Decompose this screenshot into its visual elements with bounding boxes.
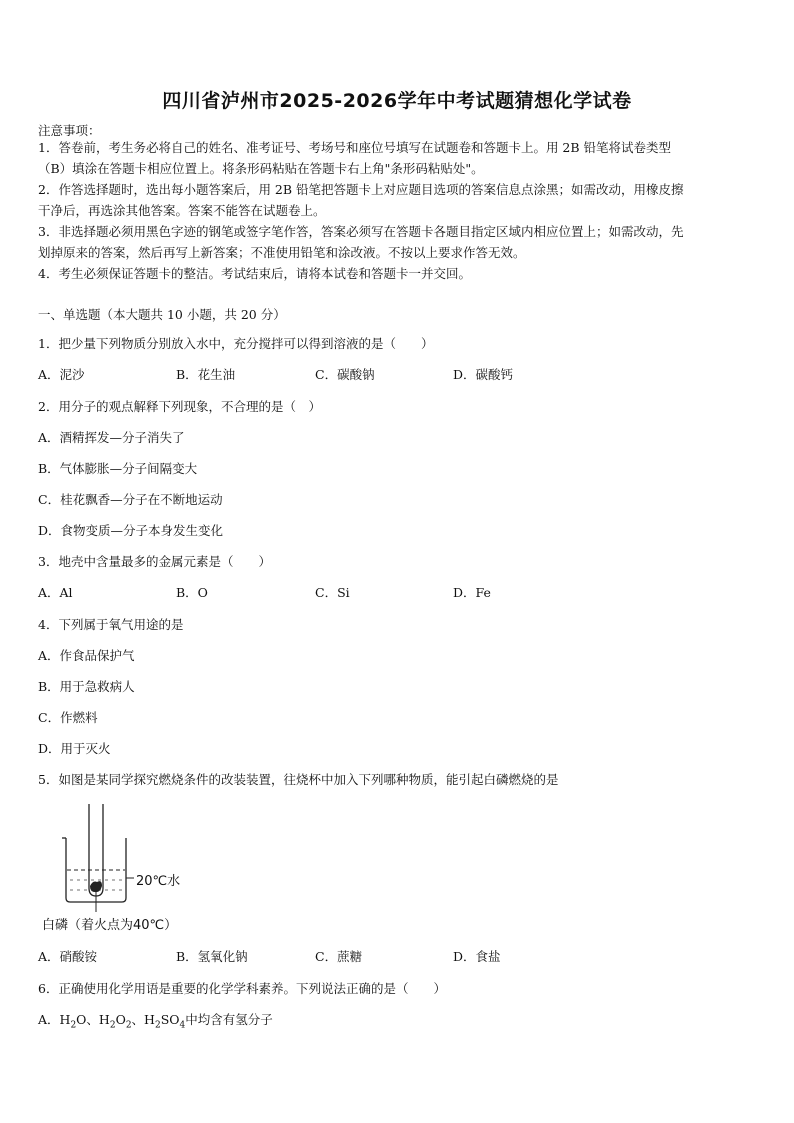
formula-text: O、H bbox=[76, 1012, 110, 1027]
notice-heading: 注意事项： bbox=[38, 123, 101, 138]
question-5-option-b: B．氢氧化钠 bbox=[176, 949, 248, 964]
question-6-option-a bbox=[38, 1010, 273, 1031]
question-5-stem: 5．如图是某同学探究燃烧条件的改装装置，往烧杯中加入下列哪种物质，能引起白磷燃烧的是 bbox=[38, 772, 559, 787]
formula-text: A．H bbox=[38, 1012, 71, 1027]
notice-line: 1．答卷前，考生务必将自己的姓名、准考证号、考场号和座位号填写在试题卷和答题卡上。用 2B 铅笔将试卷类型 bbox=[38, 140, 672, 155]
beaker-figure bbox=[40, 800, 200, 932]
notice-line: 4．考生必须保证答题卡的整洁。考试结束后，请将本试卷和答题卡一并交回。 bbox=[38, 266, 471, 281]
notice-line: 干净后，再选涂其他答案。答案不能答在试题卷上。 bbox=[38, 203, 326, 218]
question-2-option-a: A．酒精挥发—分子消失了 bbox=[38, 430, 185, 445]
white-phosphorus bbox=[90, 881, 102, 892]
question-4-stem: 4．下列属于氧气用途的是 bbox=[38, 617, 184, 632]
question-3-option-d: D．Fe bbox=[453, 585, 491, 600]
question-4-option-d: D．用于灭火 bbox=[38, 741, 111, 756]
question-4-option-b: B．用于急救病人 bbox=[38, 679, 135, 694]
formula-text: 中均含有氢分子 bbox=[185, 1012, 273, 1027]
question-3-option-a: A．Al bbox=[38, 585, 73, 600]
question-4-option-c: C．作燃料 bbox=[38, 710, 98, 725]
question-3-option-b: B．O bbox=[176, 585, 208, 600]
subscript: 2 bbox=[70, 1020, 77, 1031]
question-1-stem: 1．把少量下列物质分别放入水中，充分搅拌可以得到溶液的是（ ） bbox=[38, 336, 434, 351]
notice-line: 2．作答选择题时，选出每小题答案后，用 2B 铅笔把答题卡上对应题目选项的答案信息点涂黑；如需改动，用橡皮擦 bbox=[38, 182, 684, 197]
question-1-option-b: B．花生油 bbox=[176, 367, 236, 382]
question-2-stem: 2．用分子的观点解释下列现象，不合理的是（ ） bbox=[38, 399, 321, 414]
question-3-option-c: C．Si bbox=[315, 585, 350, 600]
section-heading: 一、单选题（本大题共 10 小题，共 20 分） bbox=[38, 307, 286, 322]
water-label: 20℃水 bbox=[136, 874, 181, 889]
formula-text: 、H bbox=[131, 1012, 155, 1027]
question-2-option-d: D．食物变质—分子本身发生变化 bbox=[38, 523, 224, 538]
question-2-option-b: B．气体膨胀—分子间隔变大 bbox=[38, 461, 198, 476]
question-5-option-c: C．蔗糖 bbox=[315, 949, 363, 964]
question-3-stem: 3．地壳中含量最多的金属元素是（ ） bbox=[38, 554, 271, 569]
question-5-option-a: A．硝酸铵 bbox=[38, 949, 98, 964]
question-5-option-d: D．食盐 bbox=[453, 949, 501, 964]
question-1-option-c: C．碳酸钠 bbox=[315, 367, 375, 382]
formula-text: O bbox=[115, 1012, 126, 1027]
question-2-option-c: C．桂花飘香—分子在不断地运动 bbox=[38, 492, 223, 507]
notice-line: 划掉原来的答案，然后再写上新答案；不准使用铅笔和涂改液。不按以上要求作答无效。 bbox=[38, 245, 526, 260]
formula-text: SO bbox=[160, 1012, 180, 1027]
notice-line: （B）填涂在答题卡相应位置上。将条形码粘贴在答题卡右上角"条形码粘贴处"。 bbox=[38, 161, 484, 176]
subscript: 4 bbox=[179, 1020, 186, 1031]
question-1-option-d: D．碳酸钙 bbox=[453, 367, 514, 382]
question-4-option-a: A．作食品保护气 bbox=[38, 648, 135, 663]
subscript: 2 bbox=[125, 1020, 132, 1031]
notice-line: 3．非选择题必须用黑色字迹的钢笔或签字笔作答，答案必须写在答题卡各题目指定区域内相应位置上；如需改动，先 bbox=[38, 224, 684, 239]
page-title: 四川省泸州市2025-2026学年中考试题猜想化学试卷 bbox=[162, 90, 632, 112]
phosphorus-label: 白磷（着火点为40℃） bbox=[42, 918, 178, 933]
subscript: 2 bbox=[154, 1020, 161, 1031]
question-6-stem: 6．正确使用化学用语是重要的化学学科素养。下列说法正确的是（ ） bbox=[38, 981, 446, 996]
question-1-option-a: A．泥沙 bbox=[38, 367, 85, 382]
subscript: 2 bbox=[109, 1020, 116, 1031]
